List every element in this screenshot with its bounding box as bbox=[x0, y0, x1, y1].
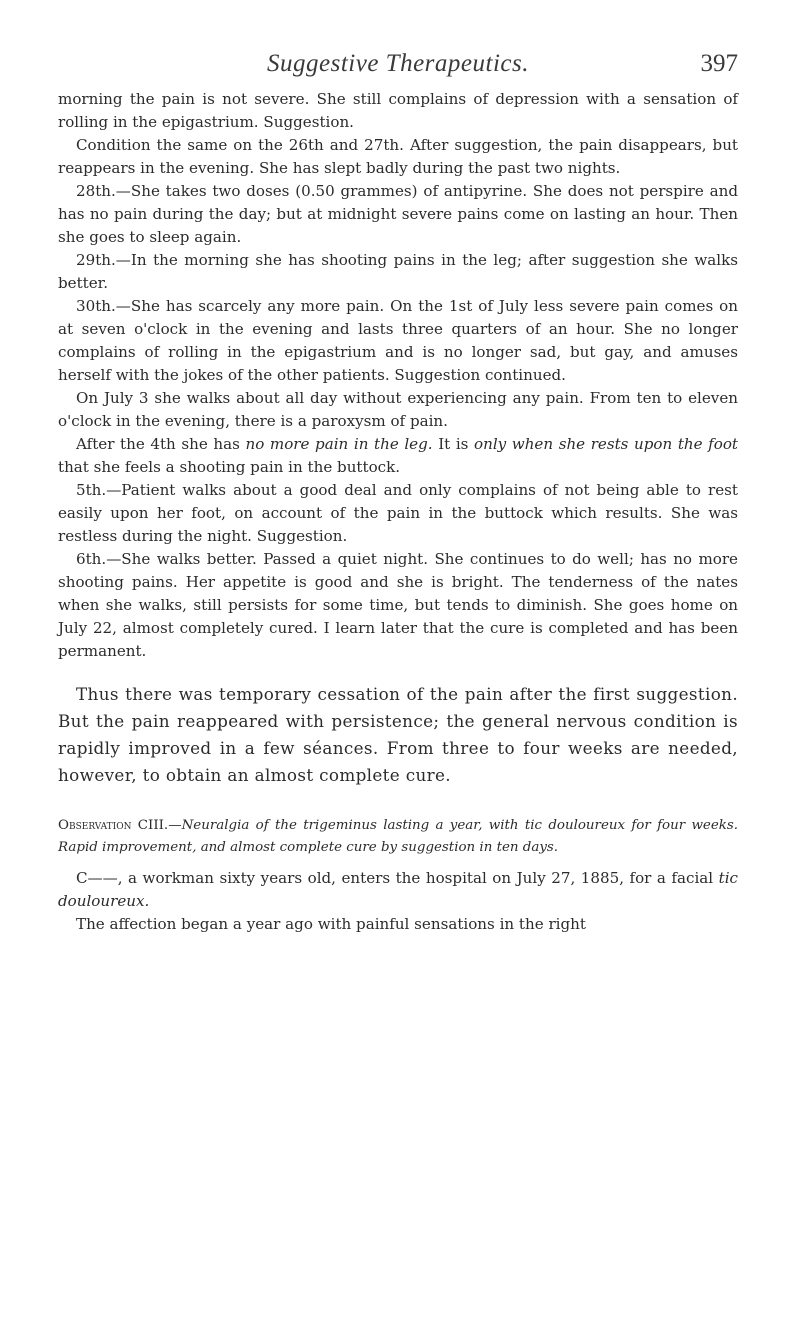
paragraph: morning the pain is not severe. She still complains of depression with a sensation of rolling in the epigastrium. Suggestion. bbox=[58, 90, 738, 131]
paragraph: 5th.—Patient walks about a good deal and only complains of not being able to rest easily upon her foot, on account of the pain in the buttock which results. She was restless during the night. Suggestion. bbox=[58, 481, 738, 545]
case-line: The affection began a year ago with painful sensations in the right bbox=[76, 915, 586, 933]
observation-heading bbox=[58, 815, 738, 859]
paragraph: On July 3 she walks about all day without experiencing any pain. From ten to eleven o'clock in the evening, there is a paroxysm of pain. bbox=[58, 389, 738, 430]
observation-dash: — bbox=[168, 818, 182, 833]
text-span: After the 4th she has bbox=[76, 435, 246, 453]
paragraph: Condition the same on the 26th and 27th. After suggestion, the pain disappears, but reappears in the evening. She has slept badly during the past two nights. bbox=[58, 136, 738, 177]
running-title: Suggestive Therapeutics. bbox=[267, 50, 529, 77]
observation-label: Observation CIII. bbox=[58, 818, 169, 833]
text-span: that she feels a shooting pain in the buttock. bbox=[58, 458, 401, 476]
text-span: C——, a workman sixty years old, enters the hospital on July 27, 1885, for a facial bbox=[76, 869, 719, 887]
observation-title: Neuralgia of the trigeminus lasting a year, with tic douloureux for four weeks. Rapid improvement, and almost complete cure by suggestion in ten days. bbox=[58, 818, 738, 855]
page bbox=[58, 0, 738, 936]
paragraph: 30th.—She has scarcely any more pain. On the 1st of July less severe pain comes on at seven o'clock in the evening and lasts three quarters of an hour. She no longer complains of rolling in the epigastrium and is no longer sad, but gay, and amuses herself with the jokes of the other patients. Suggestion continued. bbox=[58, 297, 738, 384]
paragraph: 6th.—She walks better. Passed a quiet night. She continues to do well; has no more shooting pains. Her appetite is good and she is bright. The tenderness of the nates when she walks, still persists for some time, but tends to diminish. She goes home on July 22, almost completely cured. I learn later that the cure is completed and has been permanent. bbox=[58, 550, 738, 660]
running-head bbox=[58, 0, 738, 80]
text-span: It is bbox=[432, 435, 475, 453]
case-intro bbox=[58, 867, 738, 913]
emphasis: tic douloureux. bbox=[58, 869, 738, 910]
page-number: 397 bbox=[700, 50, 738, 77]
summary-paragraph: Thus there was temporary cessation of the pain after the first suggestion. But the pain reappeared with persistence; the general nervous condition is rapidly improved in a few séances. From three to four weeks are needed, however, to obtain an almost complete cure. bbox=[58, 684, 738, 785]
paragraph-after-4th bbox=[58, 433, 738, 479]
paragraph: 29th.—In the morning she has shooting pains in the leg; after suggestion she walks better. bbox=[58, 251, 738, 292]
paragraph: 28th.—She takes two doses (0.50 grammes) of antipyrine. She does not perspire and has no pain during the day; but at midnight severe pains come on lasting an hour. Then she goes to sleep again. bbox=[58, 182, 738, 246]
summary-section bbox=[58, 681, 738, 789]
emphasis: no more pain in the leg. bbox=[245, 435, 433, 453]
case-description bbox=[58, 867, 738, 936]
emphasis: only when she rests upon the foot bbox=[474, 435, 738, 453]
case-notes bbox=[58, 88, 738, 663]
